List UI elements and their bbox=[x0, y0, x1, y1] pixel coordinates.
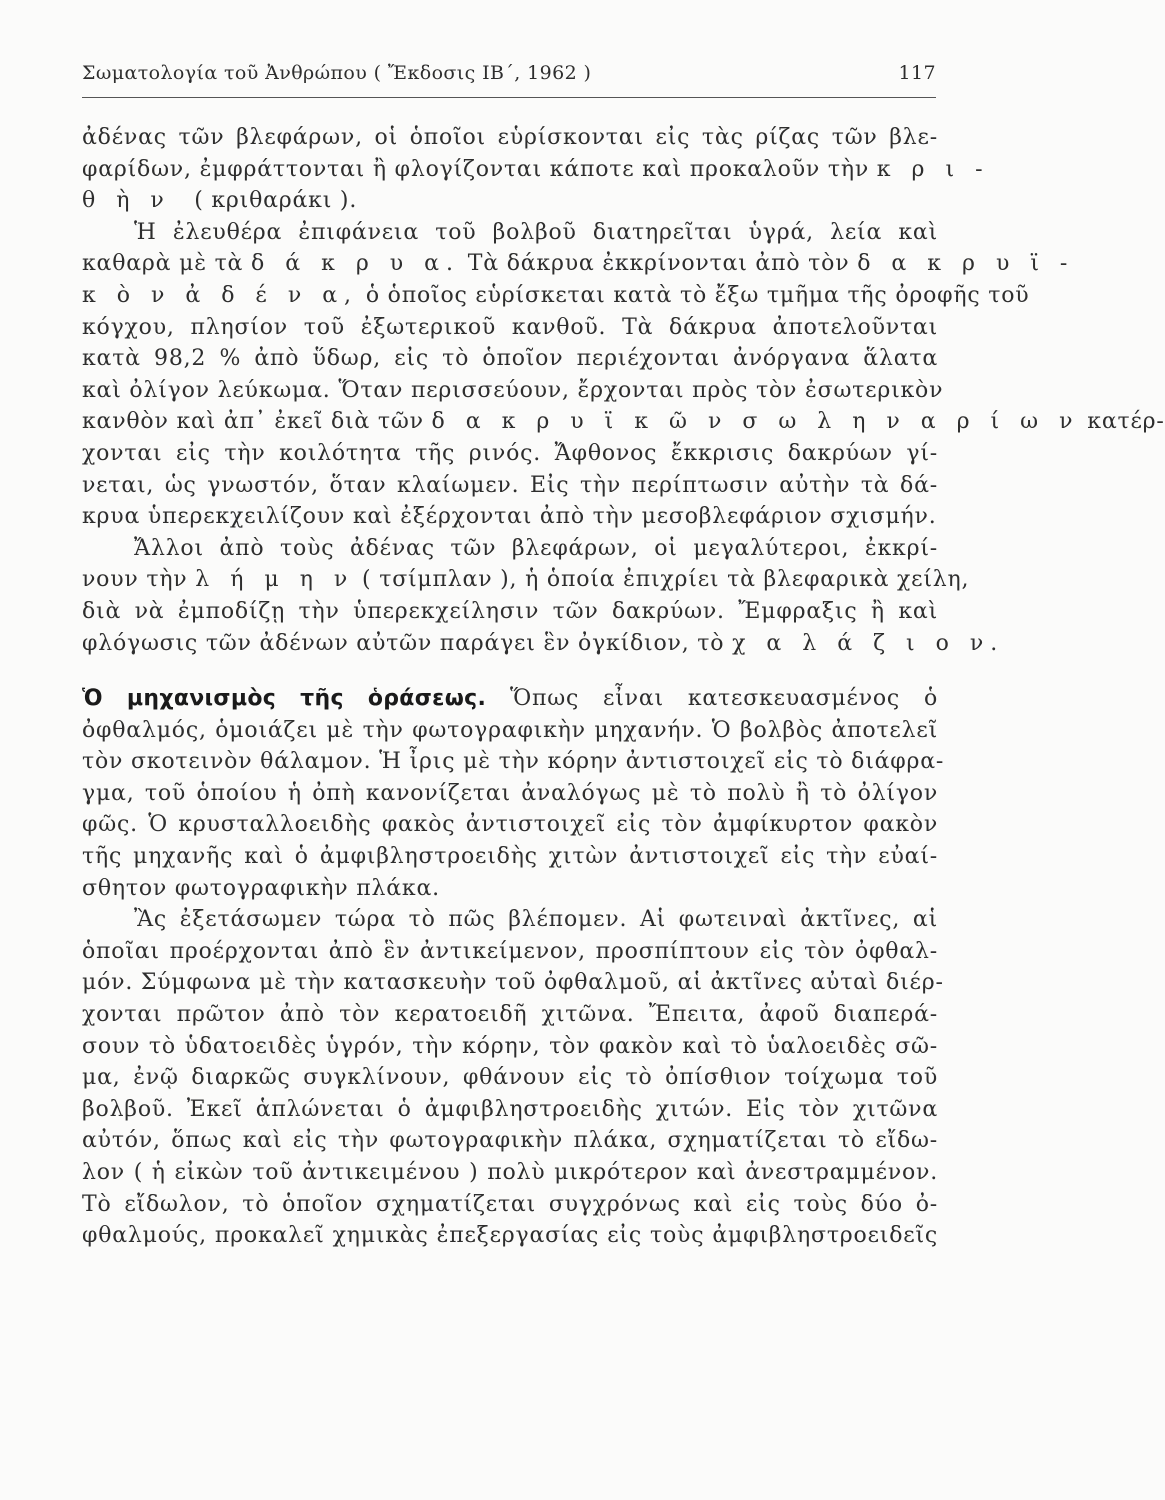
text-line: Τὸ εἴδωλον, τὸ ὁποῖον σχηματίζεται συγχρόνως καὶ εἰς τοὺς δύο ὀ- bbox=[82, 1191, 938, 1217]
text-line: κατὰ 98,2 % ἀπὸ ὕδωρ, εἰς τὸ ὁποῖον περιέχονται ἀνόργανα ἅλατα bbox=[82, 346, 938, 372]
body-text bbox=[82, 122, 1165, 1252]
text-line: φθαλμούς, προκαλεῖ χημικὰς ἐπεξεργασίας εἰς τοὺς ἀμφιβληστροειδεῖς bbox=[82, 1223, 938, 1249]
text-line: ὀφθαλμός, ὁμοιάζει μὲ τὴν φωτογραφικὴν μηχανήν. Ὁ βολβὸς ἀποτελεῖ bbox=[82, 717, 938, 743]
text-line bbox=[82, 248, 1075, 280]
text-line bbox=[82, 564, 970, 596]
text-line: Ἂς ἐξετάσωμεν τώρα τὸ πῶς βλέπομεν. Αἱ φωτειναὶ ἀκτῖνες, αἱ bbox=[134, 907, 938, 933]
text-line: σουν τὸ ὑδατοειδὲς ὑγρόν, τὴν κόρην, τὸν φακὸν καὶ τὸ ὑαλοειδὲς σῶ- bbox=[82, 1033, 938, 1059]
page-number: 117 bbox=[898, 62, 936, 84]
text-run: καθαρὰ μὲ τὰ bbox=[82, 251, 244, 277]
text-line: κόγχου, πλησίον τοῦ ἐξωτερικοῦ κανθοῦ. Τὰ δάκρυα ἀποτελοῦνται bbox=[82, 314, 938, 340]
text-run: φλόγωσις τῶν ἀδένων αὐτῶν παράγει ἓν ὀγκίδιον, τὸ bbox=[82, 630, 725, 656]
text-run: νουν τὴν bbox=[82, 567, 188, 593]
spaced-term: λ ή μ η ν bbox=[195, 567, 355, 593]
spaced-term: δ α κ ρ υ ϊ - bbox=[857, 251, 1075, 277]
text-line: τὸν σκοτεινὸν θάλαμον. Ἡ ἶρις μὲ τὴν κόρην ἀντιστοιχεῖ εἰς τὸ διάφρα- bbox=[82, 749, 945, 775]
text-line bbox=[82, 280, 1030, 312]
header-rule bbox=[82, 97, 936, 98]
text-run: Τὰ δάκρυα ἐκκρίνονται ἀπὸ τὸν bbox=[467, 251, 850, 277]
text-line: χονται πρῶτον ἀπὸ τὸν κερατοειδῆ χιτῶνα. Ἔπειτα, ἀφοῦ διαπερά- bbox=[82, 1002, 938, 1028]
text-line: νεται, ὡς γνωστόν, ὅταν κλαίωμεν. Εἰς τὴν περίπτωσιν αὐτὴν τὰ δά- bbox=[82, 472, 938, 498]
text-run: κατέρ- bbox=[1087, 409, 1165, 435]
text-line: Ἡ ἐλευθέρα ἐπιφάνεια τοῦ βολβοῦ διατηρεῖται ὑγρά, λεία καὶ bbox=[134, 219, 938, 245]
text-run: ( κριθαράκι ). bbox=[194, 188, 358, 214]
text-line: μόν. Σύμφωνα μὲ τὴν κατασκευὴν τοῦ ὀφθαλμοῦ, αἱ ἀκτῖνες αὐταὶ διέρ- bbox=[82, 970, 944, 996]
spaced-term: θ ὴ ν bbox=[82, 188, 171, 214]
text-line: ἀδένας τῶν βλεφάρων, οἱ ὁποῖοι εὑρίσκονται εἰς τὰς ρίζας τῶν βλε- bbox=[82, 125, 938, 150]
text-line: ὁποῖαι προέρχονται ἀπὸ ἓν ἀντικείμενον, προσπίπτουν εἰς τὸν ὀφθαλ- bbox=[82, 938, 938, 964]
text-line: μα, ἐνῷ διαρκῶς συγκλίνουν, φθάνουν εἰς τὸ ὀπίσθιον τοίχωμα τοῦ bbox=[82, 1065, 938, 1091]
spaced-term: δ ά κ ρ υ α. bbox=[251, 251, 460, 277]
text-line: λον ( ἡ εἰκὼν τοῦ ἀντικειμένου ) πολὺ μικρότερον καὶ ἀνεστραμμένον. bbox=[82, 1160, 938, 1185]
running-title: Σωματολογία τοῦ Ἀνθρώπου ( Ἔκδοσις ΙΒ΄, 1962 ) bbox=[82, 62, 592, 84]
spaced-term: δ α κ ρ υ ϊ κ ῶ ν σ ω λ η ν α ρ ί ω ν bbox=[431, 409, 1080, 435]
text-line: σθητον φωτογραφικὴν πλάκα. bbox=[82, 875, 440, 901]
running-header bbox=[82, 62, 936, 84]
text-line bbox=[82, 154, 990, 186]
text-line bbox=[82, 406, 1165, 438]
text-line: βολβοῦ. Ἐκεῖ ἁπλώνεται ὁ ἀμφιβληστροειδὴς χιτών. Εἰς τὸν χιτῶνα bbox=[82, 1096, 938, 1122]
text-run: ὁ ὁποῖος εὑρίσκεται κατὰ τὸ ἔξω τμῆμα τῆς ὀροφῆς τοῦ bbox=[365, 282, 1030, 308]
section-gap bbox=[82, 659, 938, 683]
text-line: κρυα ὑπερεκχειλίζουν καὶ ἐξέρχονται ἀπὸ τὴν μεσοβλεφάριον σχισμήν. bbox=[82, 504, 937, 530]
text-line: γμα, τοῦ ὁποίου ἡ ὀπὴ κανονίζεται ἀναλόγως μὲ τὸ πολὺ ἢ τὸ ὀλίγον bbox=[82, 780, 938, 806]
text-line bbox=[82, 683, 938, 715]
text-line bbox=[82, 185, 938, 217]
text-line: αὐτόν, ὅπως καὶ εἰς τὴν φωτογραφικὴν πλάκα, σχηματίζεται τὸ εἴδω- bbox=[82, 1128, 938, 1154]
text-run: φαρίδων, ἐμφράττονται ἢ φλογίζονται κάποτε καὶ προκαλοῦν τὴν bbox=[82, 156, 869, 182]
text-run: κανθὸν καὶ ἀπ᾽ ἐκεῖ διὰ τῶν bbox=[82, 409, 424, 435]
text-run: ( τσίμπλαν ), ἡ ὁποία ἐπιχρίει τὰ βλεφαρικὰ χείλη, bbox=[362, 567, 970, 593]
text-line: φῶς. Ὁ κρυσταλλοειδὴς φακὸς ἀντιστοιχεῖ εἰς τὸν ἀμφίκυρτον φακὸν bbox=[82, 812, 938, 838]
text-line: Ἄλλοι ἀπὸ τοὺς ἀδένας τῶν βλεφάρων, οἱ μεγαλύτεροι, ἐκκρί- bbox=[134, 535, 938, 561]
text-line bbox=[82, 628, 1005, 660]
spaced-term: χ α λ ά ζ ι ο ν. bbox=[732, 630, 1005, 656]
text-line: χονται εἰς τὴν κοιλότητα τῆς ρινός. Ἄφθονος ἔκκρισις δακρύων γί- bbox=[82, 440, 938, 466]
text-line: τῆς μηχανῆς καὶ ὁ ἀμφιβληστροειδὴς χιτὼν ἀντιστοιχεῖ εἰς τὴν εὐαί- bbox=[82, 844, 938, 870]
spaced-term: κ ρ ι - bbox=[876, 156, 990, 182]
text-line: καὶ ὀλίγον λεύκωμα. Ὅταν περισσεύουν, ἔρχονται πρὸς τὸν ἐσωτερικὸν bbox=[82, 377, 944, 403]
text-line: διὰ νὰ ἐμποδίζῃ τὴν ὑπερεκχείλησιν τῶν δακρύων. Ἔμφραξις ἢ καὶ bbox=[82, 598, 938, 624]
spaced-term: κ ὸ ν ἀ δ έ ν α, bbox=[82, 282, 359, 308]
section-heading: Ὁ μηχανισμὸς τῆς ὁράσεως. bbox=[82, 686, 487, 712]
text-run: Ὅπως εἶναι κατεσκευασμένος ὁ bbox=[510, 686, 938, 712]
